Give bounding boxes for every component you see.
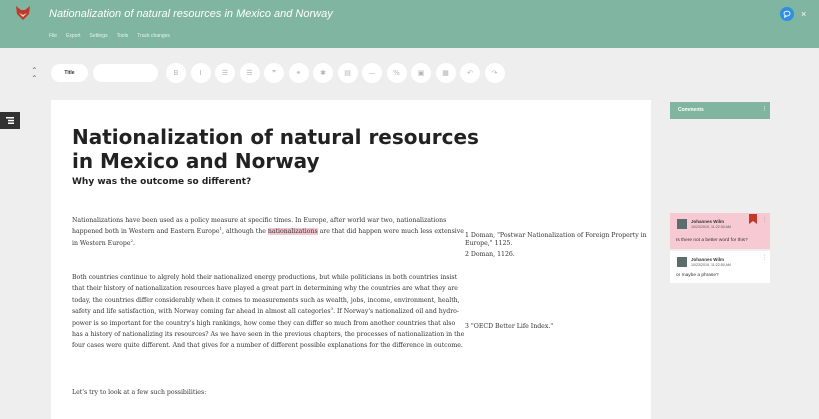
- chat-button[interactable]: [780, 7, 794, 21]
- comment-date: 10/23/2019, 11:22:50 AM: [691, 263, 731, 267]
- paragraph-2[interactable]: [72, 272, 467, 352]
- close-icon[interactable]: ×: [801, 9, 807, 19]
- paragraph-1[interactable]: [72, 215, 467, 249]
- bold-button[interactable]: B: [166, 63, 186, 83]
- fox-logo-icon[interactable]: [15, 5, 31, 21]
- footnote-button[interactable]: ✱: [313, 63, 333, 83]
- document-title[interactable]: Nationalization of natural resources in Mexico and Norway: [49, 8, 333, 20]
- collapse-toolbar-icon[interactable]: ⌃ ⌃: [31, 66, 38, 83]
- footnote-3[interactable]: 3 "OECD Better Life Index.": [465, 323, 554, 330]
- comment-menu-icon[interactable]: ⋮: [762, 217, 767, 223]
- document-page[interactable]: [51, 100, 651, 419]
- doc-heading[interactable]: Nationalization of natural resources in Mexico and Norway: [72, 125, 479, 173]
- p1-text-a: Nationalizations have been used as a policy measure at specific times. In Europe, after world war two, nationalizations happened both in Western and Eastern Europe: [72, 217, 447, 236]
- redo-button[interactable]: ↷: [485, 63, 505, 83]
- paragraph-3[interactable]: Let's try to look at a few such possibilities:: [72, 389, 207, 396]
- p1-text-b: , although the: [222, 228, 268, 236]
- p1-text-d: .: [133, 239, 136, 247]
- footnote-1[interactable]: 1 Doman, "Postwar Nationalization of Foreign Property in Europe," 1125.: [465, 232, 647, 247]
- comment-author: Johannes Wilm: [691, 257, 724, 262]
- menu-export[interactable]: Export: [66, 33, 81, 39]
- avatar: [677, 257, 687, 267]
- italic-button[interactable]: I: [191, 63, 211, 83]
- menu-settings[interactable]: Settings: [89, 33, 108, 39]
- comment-date: 10/23/2019, 11:22:30 AM: [691, 225, 731, 229]
- document-outline-icon: [6, 117, 14, 124]
- footnote-ref-3[interactable]: 3: [330, 306, 334, 312]
- p1-text-c: are that did happen were much less extensive in Western Europe: [72, 228, 464, 247]
- numbered-list-button[interactable]: ☰: [215, 63, 235, 83]
- citation-button[interactable]: ▤: [338, 63, 358, 83]
- menu-track-changes[interactable]: Track changes: [137, 33, 170, 39]
- comment-card[interactable]: [670, 213, 770, 249]
- navigator-toggle[interactable]: [0, 112, 20, 129]
- bullet-list-button[interactable]: ☰: [240, 63, 260, 83]
- menu-tools[interactable]: Tools: [116, 33, 129, 39]
- comments-panel-header: [670, 102, 770, 119]
- doc-subtitle[interactable]: Why was the outcome so different?: [72, 177, 252, 187]
- editor-toolbar: [0, 48, 819, 100]
- comments-title: Comments: [678, 107, 704, 113]
- comment-text: Is there not a better word for this?: [676, 238, 748, 243]
- comment-text: or maybe a phrase?: [676, 273, 719, 278]
- block-style-select[interactable]: Title: [51, 64, 88, 82]
- comments-menu-icon[interactable]: ⋮: [762, 106, 767, 112]
- table-button[interactable]: ▦: [436, 63, 456, 83]
- footnote-ref-1[interactable]: 1: [219, 226, 223, 232]
- main-menu: [49, 33, 170, 39]
- menu-file[interactable]: File: [49, 33, 58, 39]
- undo-button[interactable]: ↶: [460, 63, 480, 83]
- avatar: [677, 219, 687, 229]
- horizontal-line-button[interactable]: —: [362, 63, 382, 83]
- comment-author: Johannes Wilm: [691, 219, 724, 224]
- footnote-2[interactable]: 2 Doman, 1126.: [465, 251, 515, 258]
- chat-icon: [783, 10, 791, 18]
- highlighted-text[interactable]: nationalizations: [267, 228, 318, 236]
- link-button[interactable]: ⚭: [289, 63, 309, 83]
- font-select[interactable]: [93, 64, 158, 82]
- comment-menu-icon[interactable]: ⋮: [762, 255, 767, 261]
- comment-card[interactable]: [670, 251, 770, 283]
- p2-text-b: . If Norway's nationalized oil and hydro-power is so important for the country's high rankings, how come they can differ so much from another countries that also has a history of nationalizing its resources? As we have seen in the previous chapters, the processes of nationalization in the four cases were quite different. And that gives for a number of different possible explanations for the difference in outcome.: [72, 308, 465, 350]
- p2-text-a: Both countries continue to algrely hold their nationalized energy productions, but while politicians in both countries insist that their history of nationalization resources have played a great part in determining why the countries are what they are today, the countries differ considerably when it comes to measurements such as wealth, jobs, income, environment, health, safety and life satisfaction, with Norway coming far ahead in almost all categories: [72, 274, 460, 316]
- quote-button[interactable]: ❞: [264, 63, 284, 83]
- bookmark-icon: [749, 214, 757, 224]
- app-header: [0, 0, 819, 48]
- footnote-ref-2[interactable]: 2: [130, 237, 134, 243]
- image-button[interactable]: ▣: [411, 63, 431, 83]
- math-button[interactable]: %: [387, 63, 407, 83]
